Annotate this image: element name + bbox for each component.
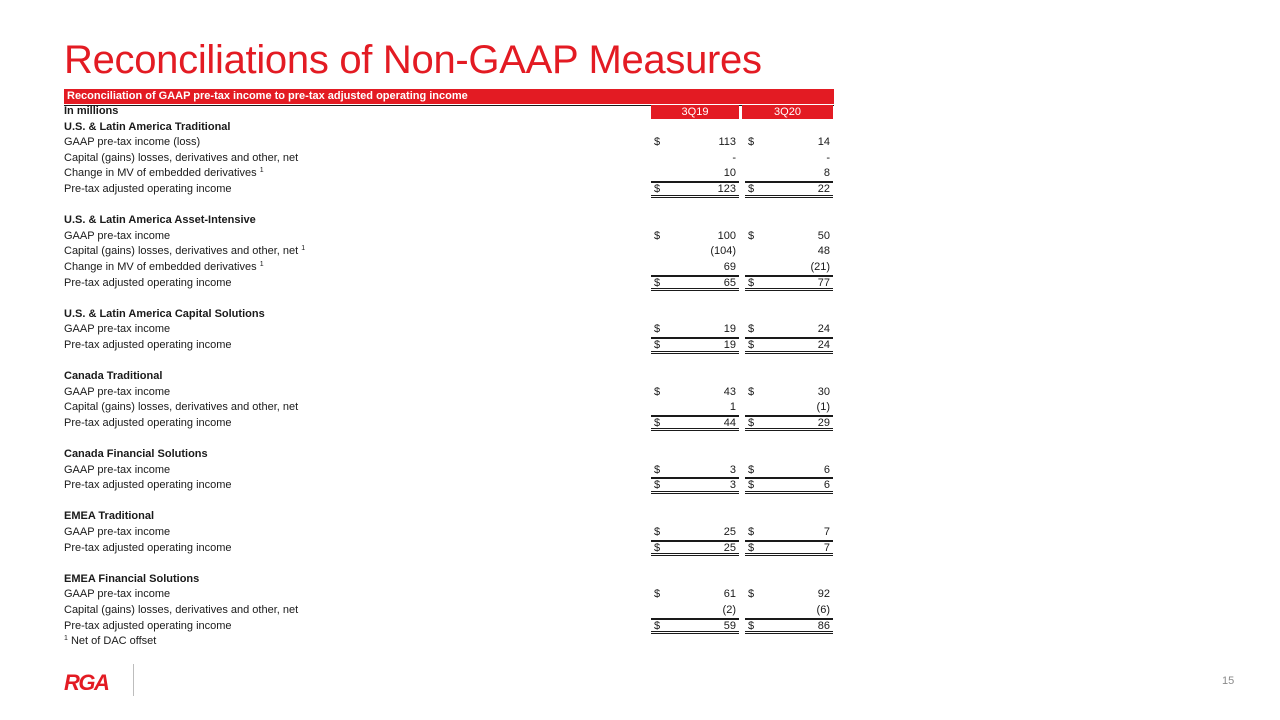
label-text: GAAP pre-tax income xyxy=(64,526,171,539)
cell-value: 25 xyxy=(723,541,736,554)
row-label xyxy=(64,509,154,525)
cell-3q20 xyxy=(745,244,833,260)
cell-value: 19 xyxy=(723,338,736,351)
currency-symbol: $ xyxy=(748,588,755,601)
cell-value: 3 xyxy=(729,463,736,476)
cell-3q19 xyxy=(651,151,739,167)
label-text: Change in MV of embedded derivatives xyxy=(64,167,257,180)
cell-3q19 xyxy=(651,400,739,416)
footnote-marker: 1 xyxy=(301,245,306,253)
section-heading xyxy=(64,572,834,588)
table-row xyxy=(64,151,834,167)
label-text: EMEA Traditional xyxy=(64,510,155,523)
cell-value: (21) xyxy=(810,260,830,273)
slide-title: Reconciliations of Non-GAAP Measures xyxy=(64,38,762,82)
units-label: In millions xyxy=(64,105,119,117)
rga-logo-mark xyxy=(64,671,120,693)
footnote xyxy=(64,634,834,650)
table-row xyxy=(64,244,834,260)
row-label xyxy=(64,166,264,182)
table-row xyxy=(64,478,834,494)
currency-symbol: $ xyxy=(748,229,755,242)
row-label xyxy=(64,416,232,432)
row-label xyxy=(64,151,298,167)
label-text: GAAP pre-tax income xyxy=(64,463,171,476)
cell-value: 19 xyxy=(723,323,736,336)
table-row xyxy=(64,463,834,479)
currency-symbol: $ xyxy=(748,136,755,149)
cell-3q20 xyxy=(745,229,833,245)
currency-symbol: $ xyxy=(748,463,755,476)
cell-value: 6 xyxy=(823,479,830,492)
currency-symbol: $ xyxy=(654,276,661,289)
cell-3q20 xyxy=(745,260,833,276)
currency-symbol: $ xyxy=(654,136,661,149)
section-heading xyxy=(64,369,834,385)
cell-3q19 xyxy=(651,260,739,276)
label-text: GAAP pre-tax income xyxy=(64,385,171,398)
row-label xyxy=(64,229,170,245)
label-text: U.S. & Latin America Traditional xyxy=(64,120,231,133)
table-row xyxy=(64,541,834,557)
table-row xyxy=(64,135,834,151)
row-label xyxy=(64,276,232,292)
cell-value: 123 xyxy=(717,182,736,195)
cell-value: 24 xyxy=(817,323,830,336)
label-text: Pre-tax adjusted operating income xyxy=(64,416,232,429)
cell-value: 77 xyxy=(817,276,830,289)
currency-symbol: $ xyxy=(748,479,755,492)
label-text: Canada Traditional xyxy=(64,370,163,383)
cell-3q19 xyxy=(651,385,739,401)
table-row xyxy=(64,587,834,603)
cell-3q20 xyxy=(745,135,833,151)
currency-symbol: $ xyxy=(748,541,755,554)
spacer-row xyxy=(64,494,834,510)
currency-symbol: $ xyxy=(654,229,661,242)
cell-value: 92 xyxy=(817,588,830,601)
cell-value: 48 xyxy=(817,245,830,258)
row-label xyxy=(64,369,162,385)
table-row xyxy=(64,385,834,401)
row-label xyxy=(64,338,232,354)
currency-symbol: $ xyxy=(748,323,755,336)
cell-value: 1 xyxy=(729,401,736,414)
label-text: Pre-tax adjusted operating income xyxy=(64,541,232,554)
cell-3q20 xyxy=(745,322,833,338)
cell-value: 3 xyxy=(729,479,736,492)
label-text: Pre-tax adjusted operating income xyxy=(64,182,232,195)
cell-3q19 xyxy=(651,478,739,494)
row-label xyxy=(64,525,170,541)
cell-value: 7 xyxy=(823,541,830,554)
section-heading xyxy=(64,509,834,525)
table-row xyxy=(64,619,834,635)
cell-value: 14 xyxy=(817,136,830,149)
table-row xyxy=(64,400,834,416)
footnote-marker: 1 xyxy=(64,635,68,643)
row-label xyxy=(64,307,265,323)
footnote-marker: 1 xyxy=(259,167,264,175)
cell-value: 30 xyxy=(817,385,830,398)
cell-3q19 xyxy=(651,619,739,635)
table-row xyxy=(64,338,834,354)
label-text: U.S. & Latin America Asset-Intensive xyxy=(64,214,256,227)
cell-3q19 xyxy=(651,135,739,151)
cell-value: (2) xyxy=(722,604,736,616)
cell-3q19 xyxy=(651,587,739,603)
cell-value: 22 xyxy=(817,182,830,195)
cell-value: - xyxy=(826,151,830,164)
currency-symbol: $ xyxy=(654,588,661,601)
label-text: Capital (gains) losses, derivatives and other, net xyxy=(64,604,299,616)
label-text: Pre-tax adjusted operating income xyxy=(64,276,232,289)
row-label xyxy=(64,213,256,229)
row-label xyxy=(64,322,170,338)
row-label xyxy=(64,619,232,635)
table-row xyxy=(64,525,834,541)
currency-symbol: $ xyxy=(654,323,661,336)
row-label xyxy=(64,385,170,401)
currency-symbol: $ xyxy=(654,619,661,632)
cell-3q19 xyxy=(651,463,739,479)
currency-symbol: $ xyxy=(654,182,661,195)
table-row xyxy=(64,603,834,619)
cell-3q20 xyxy=(745,182,833,198)
label-text: Change in MV of embedded derivatives xyxy=(64,260,257,273)
table-header-row xyxy=(64,104,834,120)
cell-3q20 xyxy=(745,338,833,354)
cell-3q19 xyxy=(651,182,739,198)
footnote-text xyxy=(64,634,156,650)
label-text: Pre-tax adjusted operating income xyxy=(64,479,232,492)
row-label xyxy=(64,587,170,603)
spacer-row xyxy=(64,556,834,572)
column-header-3q20: 3Q20 xyxy=(742,105,833,119)
cell-3q20 xyxy=(745,478,833,494)
spacer-row xyxy=(64,431,834,447)
label-text: GAAP pre-tax income xyxy=(64,229,171,242)
cell-3q20 xyxy=(745,276,833,292)
row-label xyxy=(64,478,232,494)
label-text: Capital (gains) losses, derivatives and other, net xyxy=(64,151,299,164)
label-text: GAAP pre-tax income xyxy=(64,588,171,601)
cell-value: 25 xyxy=(723,526,736,539)
cell-3q20 xyxy=(745,166,833,182)
row-label xyxy=(64,182,232,198)
label-text: U.S. & Latin America Capital Solutions xyxy=(64,307,265,320)
cell-value: 8 xyxy=(823,167,830,180)
footnote-marker: 1 xyxy=(259,260,264,268)
currency-symbol: $ xyxy=(654,479,661,492)
cell-value: 44 xyxy=(723,416,736,429)
cell-3q20 xyxy=(745,619,833,635)
table-row xyxy=(64,260,834,276)
currency-symbol: $ xyxy=(748,619,755,632)
spacer-row xyxy=(64,198,834,214)
table-row xyxy=(64,322,834,338)
currency-symbol: $ xyxy=(654,541,661,554)
cell-value: (6) xyxy=(816,604,830,616)
row-label xyxy=(64,447,208,463)
section-heading xyxy=(64,120,834,136)
row-label xyxy=(64,260,264,276)
section-heading xyxy=(64,447,834,463)
cell-3q19 xyxy=(651,229,739,245)
cell-3q20 xyxy=(745,525,833,541)
cell-3q19 xyxy=(651,276,739,292)
cell-value: 43 xyxy=(723,385,736,398)
section-heading xyxy=(64,307,834,323)
row-label xyxy=(64,572,199,588)
cell-value: 61 xyxy=(723,588,736,601)
currency-symbol: $ xyxy=(748,276,755,289)
cell-value: (1) xyxy=(816,401,830,414)
currency-symbol: $ xyxy=(654,416,661,429)
table-row xyxy=(64,166,834,182)
spacer-row xyxy=(64,291,834,307)
cell-3q20 xyxy=(745,463,833,479)
cell-3q19 xyxy=(651,603,739,619)
rga-logo-text: RGA xyxy=(64,671,109,693)
table-banner: Reconciliation of GAAP pre-tax income to pre-tax adjusted operating income xyxy=(64,89,834,104)
label-text: Canada Financial Solutions xyxy=(64,448,208,461)
currency-symbol: $ xyxy=(654,385,661,398)
cell-3q19 xyxy=(651,525,739,541)
table-row xyxy=(64,276,834,292)
cell-value: (104) xyxy=(710,245,736,258)
cell-3q19 xyxy=(651,322,739,338)
spacer-row xyxy=(64,354,834,370)
row-label xyxy=(64,244,305,260)
row-label xyxy=(64,603,298,619)
cell-3q19 xyxy=(651,416,739,432)
cell-value: - xyxy=(732,151,736,164)
label-text: Capital (gains) losses, derivatives and other, net xyxy=(64,401,299,414)
cell-value: 6 xyxy=(823,463,830,476)
cell-value: 113 xyxy=(718,136,736,149)
row-label xyxy=(64,463,170,479)
currency-symbol: $ xyxy=(654,463,661,476)
table-body xyxy=(64,120,834,650)
currency-symbol: $ xyxy=(654,526,661,539)
label-text: GAAP pre-tax income (loss) xyxy=(64,136,201,149)
page-number: 15 xyxy=(1222,675,1235,687)
cell-3q20 xyxy=(745,385,833,401)
cell-value: 69 xyxy=(723,260,736,273)
cell-value: 59 xyxy=(723,619,736,632)
currency-symbol: $ xyxy=(748,385,755,398)
reconciliation-table xyxy=(64,89,834,650)
currency-symbol: $ xyxy=(748,416,755,429)
row-label xyxy=(64,541,232,557)
cell-3q19 xyxy=(651,338,739,354)
cell-value: 10 xyxy=(723,167,736,180)
label-text: Net of DAC offset xyxy=(70,635,157,648)
currency-symbol: $ xyxy=(748,338,755,351)
cell-value: 7 xyxy=(823,526,830,539)
cell-value: 29 xyxy=(817,416,830,429)
table-row xyxy=(64,182,834,198)
row-label xyxy=(64,120,230,136)
cell-3q20 xyxy=(745,587,833,603)
label-text: Pre-tax adjusted operating income xyxy=(64,619,232,632)
cell-3q19 xyxy=(651,166,739,182)
cell-value: 65 xyxy=(723,276,736,289)
currency-symbol: $ xyxy=(654,338,661,351)
label-text: Capital (gains) losses, derivatives and other, net xyxy=(64,245,299,258)
cell-3q20 xyxy=(745,416,833,432)
cell-3q19 xyxy=(651,244,739,260)
cell-value: 24 xyxy=(817,338,830,351)
cell-value: 86 xyxy=(817,619,830,632)
cell-3q19 xyxy=(651,541,739,557)
cell-3q20 xyxy=(745,541,833,557)
footer-divider xyxy=(133,664,134,696)
rga-logo xyxy=(64,671,120,698)
table-row xyxy=(64,229,834,245)
label-text: EMEA Financial Solutions xyxy=(64,572,200,585)
cell-3q20 xyxy=(745,603,833,619)
column-header-3q19: 3Q19 xyxy=(651,105,739,119)
label-text: GAAP pre-tax income xyxy=(64,323,171,336)
row-label xyxy=(64,135,200,151)
section-heading xyxy=(64,213,834,229)
label-text: Pre-tax adjusted operating income xyxy=(64,338,232,351)
cell-value: 50 xyxy=(817,229,830,242)
cell-3q20 xyxy=(745,400,833,416)
currency-symbol: $ xyxy=(748,182,755,195)
cell-value: 100 xyxy=(717,229,736,242)
cell-3q20 xyxy=(745,151,833,167)
table-row xyxy=(64,416,834,432)
row-label xyxy=(64,400,298,416)
currency-symbol: $ xyxy=(748,526,755,539)
